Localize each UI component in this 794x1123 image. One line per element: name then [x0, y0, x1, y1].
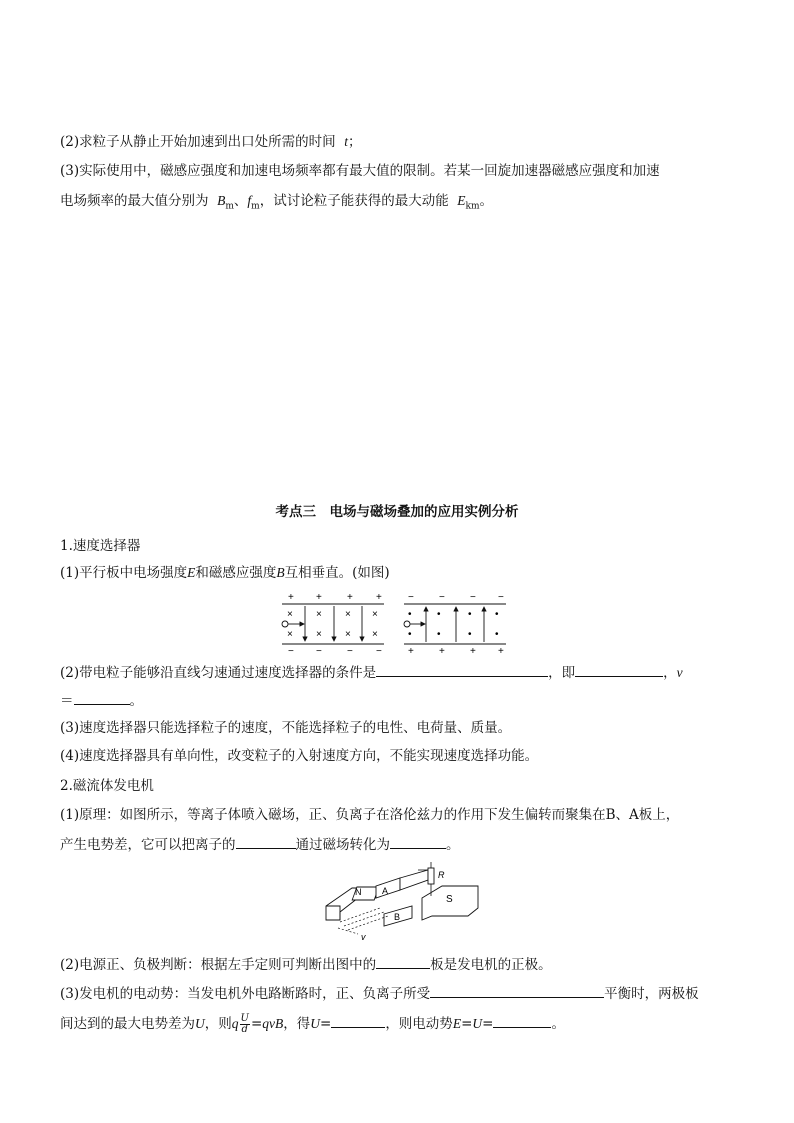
mhd-generator-figure	[318, 862, 488, 942]
question-2: (2)求粒子从静止开始加速到出口处所需的时间 t；	[60, 134, 362, 150]
sign-minus: −	[347, 646, 353, 656]
mhd-p4: 间达到的最大电势差为U，则q $\frac{U}{d}$ =qvB，得U= ，则电动势E=U= 。	[60, 1013, 565, 1035]
label-b: B	[394, 912, 401, 922]
sign-minus: −	[376, 646, 382, 656]
label-n: N	[355, 887, 362, 897]
mhd-p3: (3)发电机的电动势：当发电机外电路断路时，正、负离子所受 平衡时，两极板	[60, 983, 699, 1004]
velocity-selector-p3: (3)速度选择器只能选择粒子的速度，不能选择粒子的电性、电荷量、质量。	[60, 720, 512, 736]
mhd-title: 2.磁流体发电机	[60, 778, 154, 794]
svg-text:×: ×	[316, 629, 322, 640]
velocity-selector-p1: (1)平行板中电场强度E和磁感应强度B互相垂直。(如图)	[60, 565, 390, 581]
velocity-selector-figure	[250, 590, 520, 656]
answer-blank[interactable]	[331, 1013, 385, 1028]
velocity-selector-p4: (4)速度选择器具有单向性，改变粒子的入射速度方向，不能实现速度选择功能。	[60, 748, 539, 764]
svg-text:×: ×	[287, 629, 293, 640]
question-3-line1: (3)实际使用中，磁感应强度和加速电场频率都有最大值的限制。若某一回旋加速器磁感应强度和加速	[60, 163, 660, 179]
section-heading: 考点三 电场与磁场叠加的应用实例分析	[275, 504, 519, 520]
label-s: S	[446, 894, 453, 905]
svg-text:•: •	[437, 629, 441, 640]
svg-text:•: •	[468, 609, 472, 620]
sign-plus: +	[439, 646, 445, 656]
sign-plus: +	[376, 592, 382, 603]
sign-plus: +	[498, 646, 504, 656]
sign-minus: −	[498, 592, 504, 603]
sign-minus: −	[408, 592, 414, 603]
answer-blank[interactable]	[376, 662, 548, 677]
answer-blank[interactable]	[430, 983, 604, 998]
velocity-selector-p2-cont: ＝ 。	[60, 690, 143, 711]
velocity-selector-p2: (2)带电粒子能够沿直线匀速通过速度选择器的条件是 ，即 ，v	[60, 662, 683, 683]
label-v: v	[361, 932, 366, 942]
svg-text:×: ×	[372, 629, 378, 640]
mhd-p2: (2)电源正、负极判断：根据左手定则可判断出图中的 板是发电机的正极。	[60, 954, 552, 975]
velocity-selector-title: 1.速度选择器	[60, 538, 141, 554]
svg-text:•: •	[408, 609, 412, 620]
fraction-u-over-d: $\frac{U}{d}$	[240, 1013, 249, 1035]
selector-left-panel	[282, 592, 384, 656]
sign-plus: +	[408, 646, 414, 656]
svg-text:•: •	[495, 609, 499, 620]
svg-text:•: •	[495, 629, 499, 640]
svg-text:•: •	[408, 629, 412, 640]
sign-minus: −	[288, 646, 294, 656]
mhd-p1-line2: 产生电势差，它可以把离子的 通过磁场转化为 。	[60, 834, 460, 855]
answer-blank[interactable]	[390, 834, 446, 849]
svg-text:×: ×	[372, 609, 378, 620]
answer-blank[interactable]	[74, 690, 130, 705]
label-r: R	[438, 870, 445, 880]
mhd-p1-line1: (1)原理：如图所示，等离子体喷入磁场，正、负离子在洛伦兹力的作用下发生偏转而聚集在B、A板上，	[60, 807, 680, 823]
question-3-line2: 电场频率的最大值分别为 $B_m$、$f_m$，试讨论粒子能获得的最大动能 $E_{km}$。	[60, 193, 494, 212]
answer-blank[interactable]	[376, 954, 430, 969]
sign-minus: −	[439, 592, 445, 603]
sign-minus: −	[316, 646, 322, 656]
svg-text:•: •	[437, 609, 441, 620]
svg-text:•: •	[468, 629, 472, 640]
sign-minus: −	[470, 592, 476, 603]
label-a: A	[382, 886, 389, 896]
sign-plus: +	[316, 592, 322, 603]
answer-blank[interactable]	[493, 1013, 551, 1028]
svg-text:×: ×	[287, 609, 293, 620]
sign-plus: +	[470, 646, 476, 656]
resistor	[428, 868, 434, 884]
sign-plus: +	[288, 592, 294, 603]
sign-plus: +	[347, 592, 353, 603]
answer-blank[interactable]	[575, 662, 663, 677]
selector-right-panel	[404, 592, 506, 656]
answer-blank[interactable]	[236, 834, 296, 849]
svg-text:×: ×	[345, 609, 351, 620]
svg-text:×: ×	[345, 629, 351, 640]
svg-text:×: ×	[316, 609, 322, 620]
